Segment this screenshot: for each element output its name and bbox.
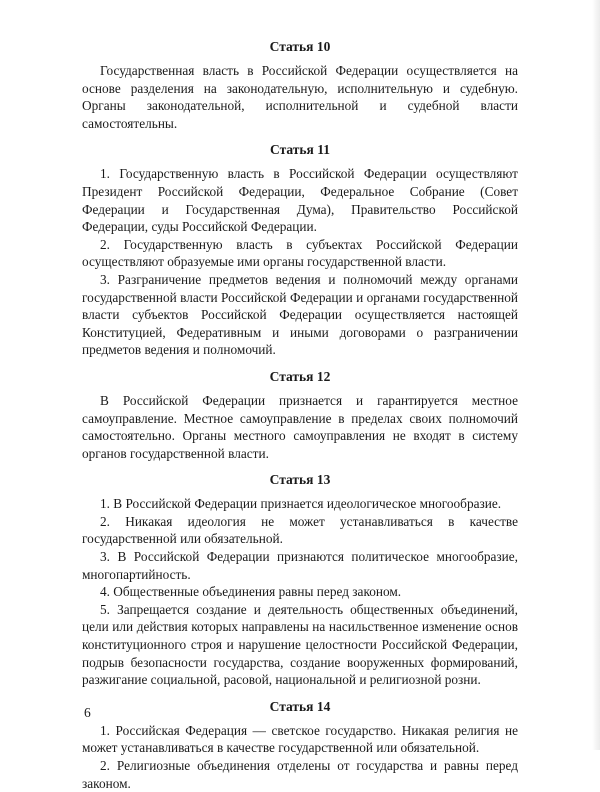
article-11 (82, 141, 518, 359)
article-title: Статья 10 (269, 39, 331, 54)
article-paragraph: 1. Государственную власть в Российской Федерации осуществляют Президент Российской Федерации, Федеральное Собрание (Совет Федерации и Государственная Дума), Правительство Российской Федерации, суды Российской Федерации. (82, 166, 518, 235)
article-paragraph: В Российской Федерации признается и гарантируется местное самоуправление. Местное самоуправление в пределах своих полномочий самостоятельно. Органы местного самоуправления не входят в систему органов государственной власти. (82, 392, 518, 461)
article-paragraph: 4. Общественные объединения равны перед законом. (100, 584, 402, 600)
article-paragraph: 3. В Российской Федерации признаются политическое многообразие, многопартийность. (82, 549, 518, 582)
article-12 (82, 368, 518, 462)
article-paragraph: 5. Запрещается создание и деятельность общественных объединений, цели или действия которых направлены на насильственное изменение основ конституционного строя и нарушение целостности Российской Федерации, подрыв безопасности государства, создание вооруженных формирований, разжигание социальной, расовой, национальной и религиозной розни. (82, 601, 518, 688)
article-title: Статья 11 (270, 142, 330, 158)
page-edge-shadow (592, 0, 600, 750)
article-paragraph: 2. Религиозные объединения отделены от государства и равны перед законом. (82, 758, 518, 791)
article-paragraph: 2. Государственную власть в субъектах Российской Федерации осуществляют образуемые ими органы государственной власти. (82, 236, 518, 270)
article-title: Статья 14 (269, 698, 331, 714)
article-10 (82, 38, 518, 132)
document-body (82, 38, 518, 792)
article-title: Статья 13 (269, 472, 331, 488)
article-paragraph: Государственная власть в Российской Федерации осуществляется на основе разделения на законодательную, исполнительную и судебную. Органы законодательной, исполнительной и судебной власти самостоятельны. (82, 63, 518, 131)
article-14 (82, 698, 518, 792)
article-title: Статья 12 (269, 368, 331, 384)
article-paragraph: 1. Российская Федерация — светское государство. Никакая религия не может устанавливаться в качестве государственной или обязательной. (82, 722, 518, 756)
article-paragraph: 3. Разграничение предметов ведения и полномочий между органами государственной власти Российской Федерации и органами государственной власти субъектов Российской Федерации осуществляется настоящей Конституцией, Федеративным и иными договорами о разграничении предметов ведения и полномочий. (82, 271, 518, 358)
article-paragraph: 2. Никакая идеология не может устанавливаться в качестве государственной или обязательной. (82, 513, 518, 547)
article-13 (82, 471, 518, 689)
article-paragraph: 1. В Российской Федерации признается идеологическое многообразие. (100, 496, 502, 512)
page-number: 6 (84, 705, 91, 720)
